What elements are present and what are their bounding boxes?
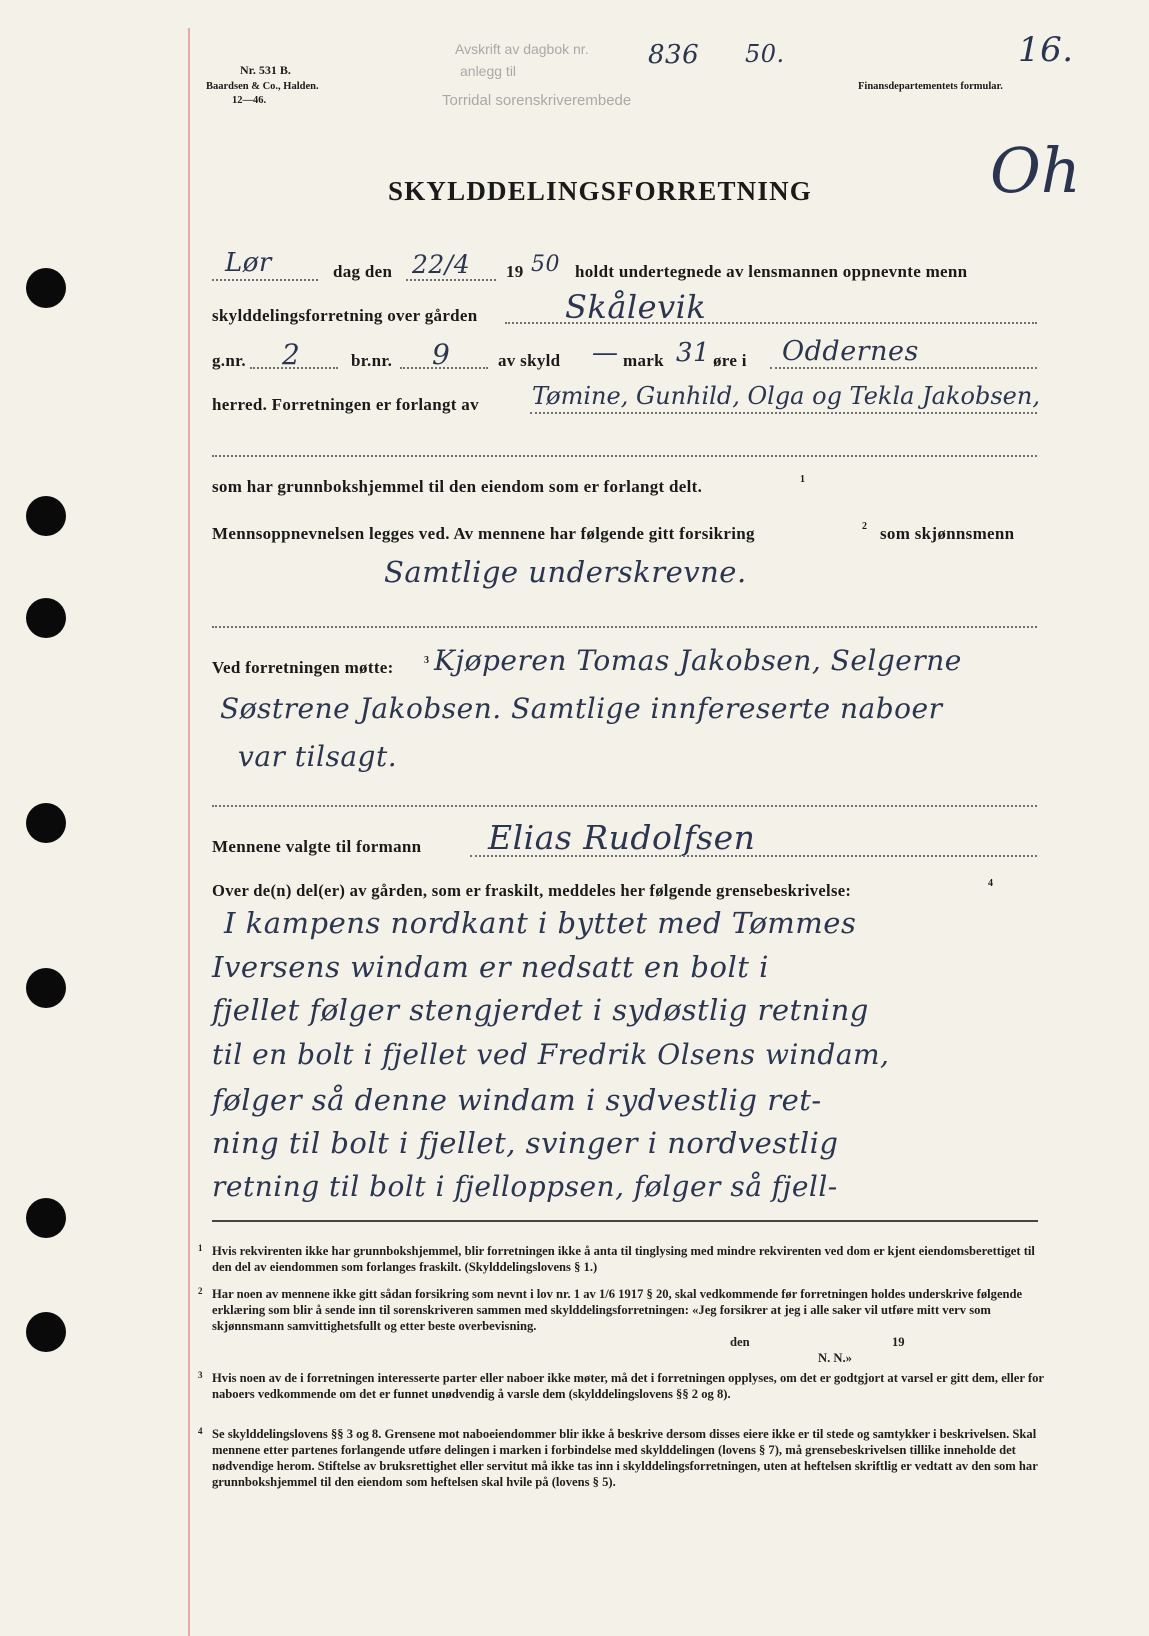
punch-hole	[26, 803, 66, 843]
document-title: SKYLDDELINGSFORRETNING	[388, 176, 812, 206]
label-dag-den: dag den	[333, 262, 393, 281]
dotted-line	[400, 367, 488, 369]
label-holdt: holdt undertegnede av lensmannen oppnevnte menn	[575, 262, 968, 281]
attendees-line-2: Søstrene Jakobsen. Samtlige innfereserte naboer	[220, 692, 943, 725]
year-prefix: 19	[506, 262, 524, 281]
skyld-mark: —	[592, 338, 619, 368]
footnote-text: Hvis noen av de i forretningen interesserte parter eller naboer ikke møter, må det i forretningen opplyses, om det er godtgjort at varsel er gitt dem, eller for naboers vedkommende om det er funnet unødvendig å varsle dem (skylddelingslovens §§ 2 og 8).	[212, 1371, 1044, 1401]
footnote-ref-4: 4	[988, 878, 993, 889]
footnote-number: 1	[198, 1243, 203, 1253]
label-herred: herred. Forretningen er forlangt av	[212, 395, 479, 414]
brnr-value: 9	[432, 338, 451, 371]
footnote-2	[198, 1286, 1046, 1365]
dotted-line	[505, 322, 1037, 324]
dotted-line	[250, 367, 338, 369]
requesters: Tømine, Gunhild, Olga og Tekla Jakobsen,	[532, 382, 1040, 410]
chairman-signature: Elias Rudolfsen	[488, 818, 756, 857]
label-skjonnsmenn: som skjønnsmenn	[880, 524, 1015, 543]
attendees-line-3: var tilsagt.	[238, 740, 398, 773]
punch-hole	[26, 598, 66, 638]
printer-name: Baardsen & Co., Halden.	[206, 81, 319, 92]
footnote-ref-3: 3	[424, 655, 429, 666]
dagbok-number: 836	[648, 40, 700, 70]
footnote-text: Har noen av mennene ikke gitt sådan forsikring som nevnt i lov nr. 1 av 1/6 1917 § 20, skal vedkommende før forretningen holdes underskrive følgende erklæring som blir å sende inn til sorenskriveren sammen med skylddelingsforretningen: «Jeg forsikrer at jeg i alle saker vil utføre mitt verv som skjønnsmann samvittighetsfullt og etter beste overbevisning.	[212, 1287, 1023, 1333]
footnote-number: 3	[198, 1370, 203, 1380]
skyld-ore: 31	[676, 338, 711, 368]
footnote-1	[198, 1243, 1046, 1275]
sworn-men: Samtlige underskrevne.	[384, 555, 747, 589]
punch-hole	[26, 268, 66, 308]
label-brnr: br.nr.	[351, 351, 393, 370]
boundary-line: I kampens nordkant i byttet med Tømmes	[224, 906, 857, 940]
punch-hole	[26, 496, 66, 536]
stamp-line-1: Avskrift av dagbok nr.	[455, 41, 589, 57]
gnr-value: 2	[282, 338, 301, 371]
footnote-ref-2: 2	[862, 521, 867, 532]
ministry-form: Finansdepartementets formular.	[858, 81, 1003, 92]
farm-name: Skålevik	[565, 288, 707, 326]
date: 22/4	[412, 250, 471, 279]
label-grensebeskrivelse: Over de(n) del(er) av gården, som er fraskilt, meddeles her følgende grensebeskrivelse:	[212, 881, 852, 900]
boundary-line: fjellet følger stengjerdet i sydøstlig retning	[212, 993, 869, 1027]
footnote-text: Se skylddelingslovens §§ 3 og 8. Grensene mot naboeiendommer blir ikke å beskrive dersom disses eiere ikke er til stede og samtykker i beskrivelsen. Skal mennene etter partenes forlangende utføre delingen i marken i forbindelse med skylddelingen (lovens § 7), må grensebeskrivelsen tillike inneholde det nødvendige herom. Stiftelse av bruksrettighet eller servitut må ikke tas inn i skylddelingsforretningen, uten at heftelsen skriftlig er vedtatt av den som har grunnbokshjemmel til den eiendom som heftelsen skal hvile på (lovens § 5).	[212, 1427, 1038, 1489]
footnote-4	[198, 1426, 1046, 1490]
footnote-den: den	[730, 1335, 750, 1349]
stamp-line-3: Torridal sorenskriverembede	[442, 92, 632, 109]
print-date: 12—46.	[232, 95, 267, 106]
label-mark: mark	[623, 351, 664, 370]
dotted-line	[212, 626, 1037, 628]
dotted-line	[212, 805, 1037, 807]
boundary-line: ning til bolt i fjellet, svinger i nordvestlig	[212, 1126, 839, 1160]
boundary-line: retning til bolt i fjelloppsen, følger så fjell-	[212, 1170, 838, 1203]
footnote-ref-1: 1	[800, 474, 805, 485]
label-av-skyld: av skyld	[498, 351, 561, 370]
punch-hole	[26, 968, 66, 1008]
weekday: Lør	[225, 248, 272, 278]
dotted-line	[770, 367, 1037, 369]
attendees-line-1: Kjøperen Tomas Jakobsen, Selgerne	[434, 644, 962, 677]
boundary-line: følger så denne windam i sydvestlig ret-	[212, 1083, 822, 1117]
footnote-number: 2	[198, 1286, 203, 1296]
dotted-line	[212, 455, 1037, 457]
dotted-line	[530, 412, 1037, 414]
footnote-year: 19	[892, 1335, 905, 1349]
label-motte: Ved forretningen møtte:	[212, 658, 394, 677]
footnote-divider	[212, 1220, 1038, 1222]
form-number: Nr. 531 B.	[240, 63, 291, 77]
year-suffix: 50	[531, 252, 560, 277]
footnote-text: Hvis rekvirenten ikke har grunnbokshjemmel, blir forretningen ikke å anta til tinglysing med mindre rekvirenten ved dom er kjent eiendomsberettiget til den del av eiendommen som forlanges fraskilt. (Skylddelingslovens § 1.)	[212, 1244, 1035, 1274]
boundary-line: til en bolt i fjellet ved Fredrik Olsens windam,	[212, 1038, 890, 1071]
herred-name: Oddernes	[782, 336, 919, 367]
punch-hole	[26, 1312, 66, 1352]
label-over-garden: skylddelingsforretning over gården	[212, 306, 478, 325]
label-ore-i: øre i	[713, 351, 747, 370]
punch-hole	[26, 1198, 66, 1238]
label-formann: Mennene valgte til formann	[212, 837, 422, 856]
label-grunnbok: som har grunnbokshjemmel til den eiendom som er forlangt delt.	[212, 477, 703, 496]
label-mennsoppnevnelse: Mennsoppnevnelsen legges ved. Av mennene har følgende gitt forsikring	[212, 524, 755, 543]
dotted-line	[212, 279, 318, 281]
stamp-line-2: anlegg til	[460, 63, 517, 79]
dotted-line	[406, 279, 496, 281]
footnote-signature: N. N.»	[818, 1351, 852, 1365]
footnote-number: 4	[198, 1426, 203, 1436]
initials-signature: Oh	[990, 134, 1081, 207]
dotted-line	[470, 855, 1037, 857]
boundary-line: Iversens windam er nedsatt en bolt i	[212, 950, 769, 984]
dagbok-year: 50.	[745, 40, 785, 68]
footnote-3	[198, 1370, 1046, 1402]
margin-rule	[188, 28, 190, 1636]
page-number: 16.	[1018, 30, 1074, 70]
label-gnr: g.nr.	[212, 351, 246, 370]
